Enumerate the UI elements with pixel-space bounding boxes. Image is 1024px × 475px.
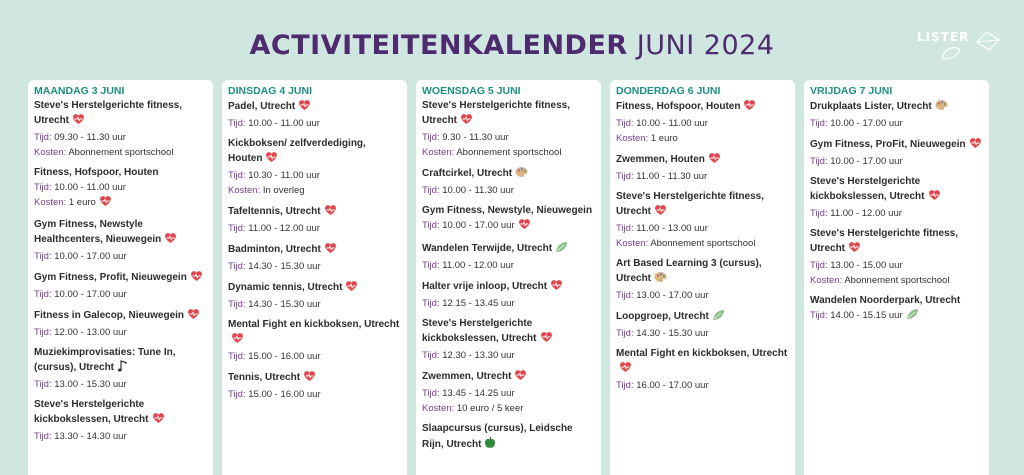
- activity-cost: [228, 183, 401, 198]
- activity-name: [616, 190, 789, 221]
- time-label: Tijd:: [228, 118, 246, 129]
- heart-icon: [99, 195, 112, 212]
- time-label: Tijd:: [228, 223, 246, 234]
- day-heading: MAANDAG 3 JUNI: [34, 85, 125, 97]
- activity-name-text: Fitness, Hofspoor, Houten: [34, 167, 159, 178]
- activity-name: [422, 369, 595, 386]
- cost-value: Abonnement sportschool: [456, 147, 562, 158]
- activity-name: [228, 137, 401, 168]
- activity-name-text: Gym Fitness, Profit, Nieuwegein: [34, 272, 187, 283]
- activity-time: [616, 169, 789, 184]
- activity-time: [810, 116, 983, 131]
- activity-cost: [616, 131, 789, 146]
- activity-name: [422, 241, 595, 258]
- activity-item: [616, 309, 789, 341]
- heart-icon: [345, 280, 358, 297]
- activity-time: [422, 218, 595, 235]
- activity-item: [228, 280, 401, 312]
- heart-icon: [190, 270, 203, 287]
- day-column: [804, 80, 989, 475]
- activity-item: [422, 279, 595, 311]
- cost-value: Abonnement sportschool: [844, 275, 950, 286]
- time-label: Tijd:: [228, 351, 246, 362]
- time-value: 09.30 - 11.30 uur: [54, 132, 126, 143]
- cost-value: Abonnement sportschool: [650, 238, 756, 249]
- heart-icon: [928, 189, 941, 206]
- activity-item: [228, 137, 401, 198]
- time-value: 10.00 - 11.00 uur: [54, 182, 126, 193]
- day-column: [222, 80, 407, 475]
- activity-time: [228, 168, 401, 183]
- time-value: 10.00 - 17.00 uur: [54, 251, 127, 262]
- activity-time: [810, 308, 983, 325]
- activity-time: [616, 288, 789, 303]
- cost-label: Kosten:: [422, 403, 455, 414]
- heart-icon: [324, 204, 337, 221]
- time-label: Tijd:: [422, 220, 440, 231]
- activity-item: [228, 370, 401, 402]
- time-value: 10.00 - 17.00 uur: [830, 118, 903, 129]
- activity-name: [34, 398, 207, 429]
- activity-name: [810, 175, 983, 206]
- time-label: Tijd:: [34, 379, 52, 390]
- activity-name: [34, 166, 207, 180]
- activity-name-text: Steve's Herstelgerichte fitness, Utrecht: [616, 191, 764, 217]
- activity-name: [810, 99, 983, 116]
- activity-name-text: Wandelen Noorderpark, Utrecht: [810, 295, 961, 306]
- activity-name-text: Fitness in Galecop, Nieuwegein: [34, 310, 185, 321]
- time-value: 14.30 - 15.30 uur: [248, 261, 321, 272]
- activity-item: [422, 204, 595, 235]
- activity-time: [810, 206, 983, 221]
- time-value: 10.00 - 17.00 uur: [830, 156, 903, 167]
- activity-item: [34, 166, 207, 212]
- heart-icon: [654, 204, 667, 221]
- time-value: 14.30 - 15.30 uur: [248, 299, 321, 310]
- time-label: Tijd:: [616, 328, 634, 339]
- activity-name: [616, 152, 789, 169]
- activity-time: [616, 326, 789, 341]
- activity-time: [34, 429, 207, 444]
- heart-icon: [324, 242, 337, 259]
- activity-time: [228, 387, 401, 402]
- activity-item: [810, 137, 983, 169]
- palette-icon: [935, 99, 948, 116]
- cost-label: Kosten:: [616, 133, 649, 144]
- day-heading: DINSDAG 4 JUNI: [228, 85, 313, 97]
- activity-name-text: Tafeltennis, Utrecht: [228, 206, 321, 217]
- time-value: 12.30 - 13.30 uur: [442, 350, 515, 361]
- activity-name: [616, 99, 789, 116]
- time-label: Tijd:: [228, 299, 246, 310]
- cost-value: 10 euro / 5 keer: [456, 403, 524, 414]
- music-note-icon: [117, 360, 128, 377]
- activity-time: [34, 377, 207, 392]
- activity-time: [228, 297, 401, 312]
- activity-cost: [422, 145, 595, 160]
- palette-icon: [515, 166, 528, 183]
- time-value: 11.00 - 12.00 uur: [830, 208, 902, 219]
- activity-cost: [616, 236, 789, 251]
- activity-name-text: Gym Fitness, Newstyle Healthcenters, Nieuwegein: [34, 219, 162, 245]
- time-value: 11.00 - 12.00 uur: [442, 260, 514, 271]
- activity-name: [228, 99, 401, 116]
- time-label: Tijd:: [34, 132, 52, 143]
- activity-name-text: Mental Fight en kickboksen, Utrecht: [228, 319, 400, 330]
- activity-name-text: Dynamic tennis, Utrecht: [228, 282, 343, 293]
- activity-item: [616, 99, 789, 146]
- activity-item: [228, 99, 401, 131]
- activity-cost: [422, 401, 595, 416]
- activity-name: [810, 294, 983, 308]
- time-value: 10.30 - 11.00 uur: [248, 170, 320, 181]
- day-column: [416, 80, 601, 475]
- activity-cost: [810, 273, 983, 288]
- activity-item: [34, 270, 207, 302]
- time-label: Tijd:: [34, 431, 52, 442]
- time-value: 13.00 - 15.00 uur: [830, 260, 903, 271]
- time-label: Tijd:: [422, 260, 440, 271]
- time-label: Tijd:: [810, 118, 828, 129]
- activity-name-text: Wandelen Terwijde, Utrecht: [422, 243, 553, 254]
- activity-name: [422, 204, 595, 218]
- time-value: 10.00 - 11.00 uur: [248, 118, 320, 129]
- time-label: Tijd:: [810, 156, 828, 167]
- activity-name-text: Gym Fitness, Newstyle, Nieuwegein: [422, 205, 593, 216]
- time-label: Tijd:: [616, 290, 634, 301]
- heart-icon: [743, 99, 756, 116]
- activity-name-text: Kickboksen/ zelfverdediging, Houten: [228, 138, 366, 164]
- activity-time: [34, 130, 207, 145]
- activity-time: [616, 378, 789, 393]
- activity-item: [34, 308, 207, 340]
- activity-item: [616, 152, 789, 184]
- activity-time: [34, 249, 207, 264]
- time-label: Tijd:: [422, 185, 440, 196]
- time-value: 13.30 - 14.30 uur: [54, 431, 127, 442]
- cost-label: Kosten:: [422, 147, 455, 158]
- time-value: 10.00 - 11.30 uur: [442, 185, 514, 196]
- time-label: Tijd:: [810, 260, 828, 271]
- time-label: Tijd:: [616, 171, 634, 182]
- heart-icon: [848, 241, 861, 258]
- time-value: 11.00 - 11.30 uur: [636, 171, 708, 182]
- palette-icon: [654, 271, 667, 288]
- heart-icon: [708, 152, 721, 169]
- time-label: Tijd:: [422, 388, 440, 399]
- activity-time: [616, 221, 789, 236]
- time-label: Tijd:: [228, 261, 246, 272]
- title-main: ACTIVITEITENKALENDER: [249, 30, 628, 61]
- heart-icon: [540, 331, 553, 348]
- activity-item: [422, 369, 595, 416]
- day-heading: DONDERDAG 6 JUNI: [616, 85, 721, 97]
- activity-name: [228, 370, 401, 387]
- activity-name: [422, 279, 595, 296]
- time-label: Tijd:: [422, 132, 440, 143]
- heart-icon: [518, 218, 531, 235]
- day-column: [610, 80, 795, 475]
- time-value: 12.15 - 13.45 uur: [442, 298, 515, 309]
- heart-icon: [152, 412, 165, 429]
- activity-name-text: Badminton, Utrecht: [228, 244, 321, 255]
- decorative-leaf-icon: [940, 44, 962, 62]
- activity-time: [228, 259, 401, 274]
- time-label: Tijd:: [810, 310, 828, 321]
- time-label: Tijd:: [228, 389, 246, 400]
- activity-name: [34, 308, 207, 325]
- time-label: Tijd:: [616, 223, 634, 234]
- activity-item: [228, 242, 401, 274]
- activity-name: [810, 137, 983, 154]
- cost-label: Kosten:: [616, 238, 649, 249]
- activity-time: [228, 349, 401, 364]
- activity-item: [228, 318, 401, 364]
- cost-label: Kosten:: [34, 197, 67, 208]
- leaf-icon: [555, 241, 568, 258]
- heart-icon: [460, 113, 473, 130]
- activity-item: [616, 257, 789, 303]
- time-value: 13.00 - 17.00 uur: [636, 290, 709, 301]
- activity-name-text: Steve's Herstelgerichte fitness, Utrecht: [422, 100, 570, 126]
- activity-name-text: Mental Fight en kickboksen, Utrecht: [616, 348, 788, 359]
- heart-icon: [303, 370, 316, 387]
- time-value: 11.00 - 12.00 uur: [248, 223, 320, 234]
- activity-time: [34, 287, 207, 302]
- activity-name-text: Zwemmen, Houten: [616, 154, 705, 165]
- activity-name-text: Craftcirkel, Utrecht: [422, 168, 513, 179]
- lister-logo: LISTER: [917, 30, 970, 44]
- time-value: 9.30 - 11.30 uur: [442, 132, 509, 143]
- title-month: JUNI 2024: [636, 30, 775, 61]
- activity-name: [34, 346, 207, 377]
- cost-value: 1 euro: [68, 197, 96, 208]
- activity-cost: [34, 145, 207, 160]
- cost-label: Kosten:: [34, 147, 67, 158]
- activity-time: [422, 258, 595, 273]
- activity-time: [422, 348, 595, 363]
- activity-time: [228, 116, 401, 131]
- time-label: Tijd:: [228, 170, 246, 181]
- activity-item: [34, 99, 207, 160]
- activity-item: [422, 241, 595, 273]
- time-label: Tijd:: [422, 350, 440, 361]
- activity-time: [810, 258, 983, 273]
- decorative-leaf-icon: [975, 30, 1001, 52]
- activity-name-text: Art Based Learning 3 (cursus), Utrecht: [616, 258, 762, 284]
- activity-name-text: Tennis, Utrecht: [228, 372, 301, 383]
- activity-name-text: Drukplaats Lister, Utrecht: [810, 101, 932, 112]
- day-heading: VRIJDAG 7 JUNI: [810, 85, 893, 97]
- heart-icon: [550, 279, 563, 296]
- activity-name: [228, 242, 401, 259]
- time-value: 10.00 - 17.00 uur: [442, 220, 515, 231]
- time-label: Tijd:: [34, 289, 52, 300]
- heart-icon: [969, 137, 982, 154]
- activity-name: [422, 166, 595, 183]
- activity-item: [34, 218, 207, 264]
- activity-item: [810, 175, 983, 221]
- apple-icon: [484, 436, 496, 454]
- activity-name-text: Padel, Utrecht: [228, 101, 296, 112]
- activity-name-text: Steve's Herstelgerichte fitness, Utrecht: [810, 228, 958, 254]
- day-column: [28, 80, 213, 475]
- activity-time: [616, 116, 789, 131]
- activity-item: [34, 346, 207, 392]
- activity-item: [228, 204, 401, 236]
- time-label: Tijd:: [422, 298, 440, 309]
- activity-name-text: Muziekimprovisaties: Tune In, (cursus), Utrecht: [34, 347, 176, 373]
- activity-name: [422, 99, 595, 130]
- heart-icon: [187, 308, 200, 325]
- activity-item: [34, 398, 207, 444]
- cost-value: In overleg: [262, 185, 305, 196]
- activity-name: [616, 347, 789, 378]
- time-label: Tijd:: [34, 327, 52, 338]
- heart-icon: [72, 113, 85, 130]
- activity-name: [616, 309, 789, 326]
- activity-item: [422, 99, 595, 160]
- time-label: Tijd:: [34, 182, 52, 193]
- time-value: 15.00 - 16.00 uur: [248, 389, 321, 400]
- activity-item: [810, 227, 983, 288]
- activity-name: [34, 218, 207, 249]
- time-label: Tijd:: [616, 380, 634, 391]
- activity-time: [422, 130, 595, 145]
- activity-item: [422, 166, 595, 198]
- time-label: Tijd:: [616, 118, 634, 129]
- activity-name-text: Halter vrije inloop, Utrecht: [422, 281, 548, 292]
- heart-icon: [619, 361, 632, 378]
- leaf-icon: [712, 309, 725, 326]
- activity-item: [810, 99, 983, 131]
- activity-name: [228, 318, 401, 349]
- heart-icon: [231, 332, 244, 349]
- time-value: 14.30 - 15.30 uur: [636, 328, 709, 339]
- activity-name: [810, 227, 983, 258]
- time-value: 12.00 - 13.00 uur: [54, 327, 127, 338]
- time-label: Tijd:: [34, 251, 52, 262]
- activity-time: [810, 154, 983, 169]
- time-value: 10.00 - 17.00 uur: [54, 289, 127, 300]
- heart-icon: [514, 369, 527, 386]
- activity-time: [422, 386, 595, 401]
- activity-item: [616, 347, 789, 393]
- activity-item: [810, 294, 983, 325]
- activity-time: [228, 221, 401, 236]
- activity-name-text: Steve's Herstelgerichte kickbokslessen, Utrecht: [34, 399, 149, 425]
- activity-name: [34, 99, 207, 130]
- cost-value: 1 euro: [650, 133, 678, 144]
- cost-label: Kosten:: [810, 275, 843, 286]
- activity-name-text: Steve's Herstelgerichte kickbokslessen, Utrecht: [422, 318, 537, 344]
- activity-name: [228, 204, 401, 221]
- activity-cost: [34, 195, 207, 212]
- activity-name: [616, 257, 789, 288]
- activity-name-text: Fitness, Hofspoor, Houten: [616, 101, 741, 112]
- activity-name-text: Steve's Herstelgerichte kickbokslessen, Utrecht: [810, 176, 925, 202]
- leaf-icon: [906, 308, 919, 325]
- time-value: 15.00 - 16.00 uur: [248, 351, 321, 362]
- cost-value: Abonnement sportschool: [68, 147, 174, 158]
- activity-time: [422, 296, 595, 311]
- activity-time: [34, 180, 207, 195]
- cost-label: Kosten:: [228, 185, 261, 196]
- activity-time: [34, 325, 207, 340]
- activity-name-text: Loopgroep, Utrecht: [616, 311, 709, 322]
- activity-name-text: Gym Fitness, ProFit, Nieuwegein: [810, 139, 966, 150]
- time-value: 16.00 - 17.00 uur: [636, 380, 709, 391]
- activity-name: [422, 422, 595, 454]
- time-value: 13.00 - 15.30 uur: [54, 379, 127, 390]
- activity-name: [34, 270, 207, 287]
- activity-item: [422, 422, 595, 454]
- page-title: [0, 30, 1024, 61]
- activity-item: [422, 317, 595, 363]
- heart-icon: [265, 151, 278, 168]
- activity-name-text: Zwemmen, Utrecht: [422, 371, 512, 382]
- activity-name: [228, 280, 401, 297]
- day-heading: WOENSDAG 5 JUNI: [422, 85, 521, 97]
- activity-name: [422, 317, 595, 348]
- heart-icon: [164, 232, 177, 249]
- activity-name-text: Slaapcursus (cursus), Leidsche Rijn, Utrecht: [422, 423, 573, 450]
- activity-name-text: Steve's Herstelgerichte fitness, Utrecht: [34, 100, 182, 126]
- time-value: 14.00 - 15.15 uur: [830, 310, 903, 321]
- time-value: 11.00 - 13.00 uur: [636, 223, 708, 234]
- activity-item: [616, 190, 789, 251]
- activity-time: [422, 183, 595, 198]
- time-value: 10.00 - 11.00 uur: [636, 118, 708, 129]
- heart-icon: [298, 99, 311, 116]
- time-label: Tijd:: [810, 208, 828, 219]
- time-value: 13.45 - 14.25 uur: [442, 388, 515, 399]
